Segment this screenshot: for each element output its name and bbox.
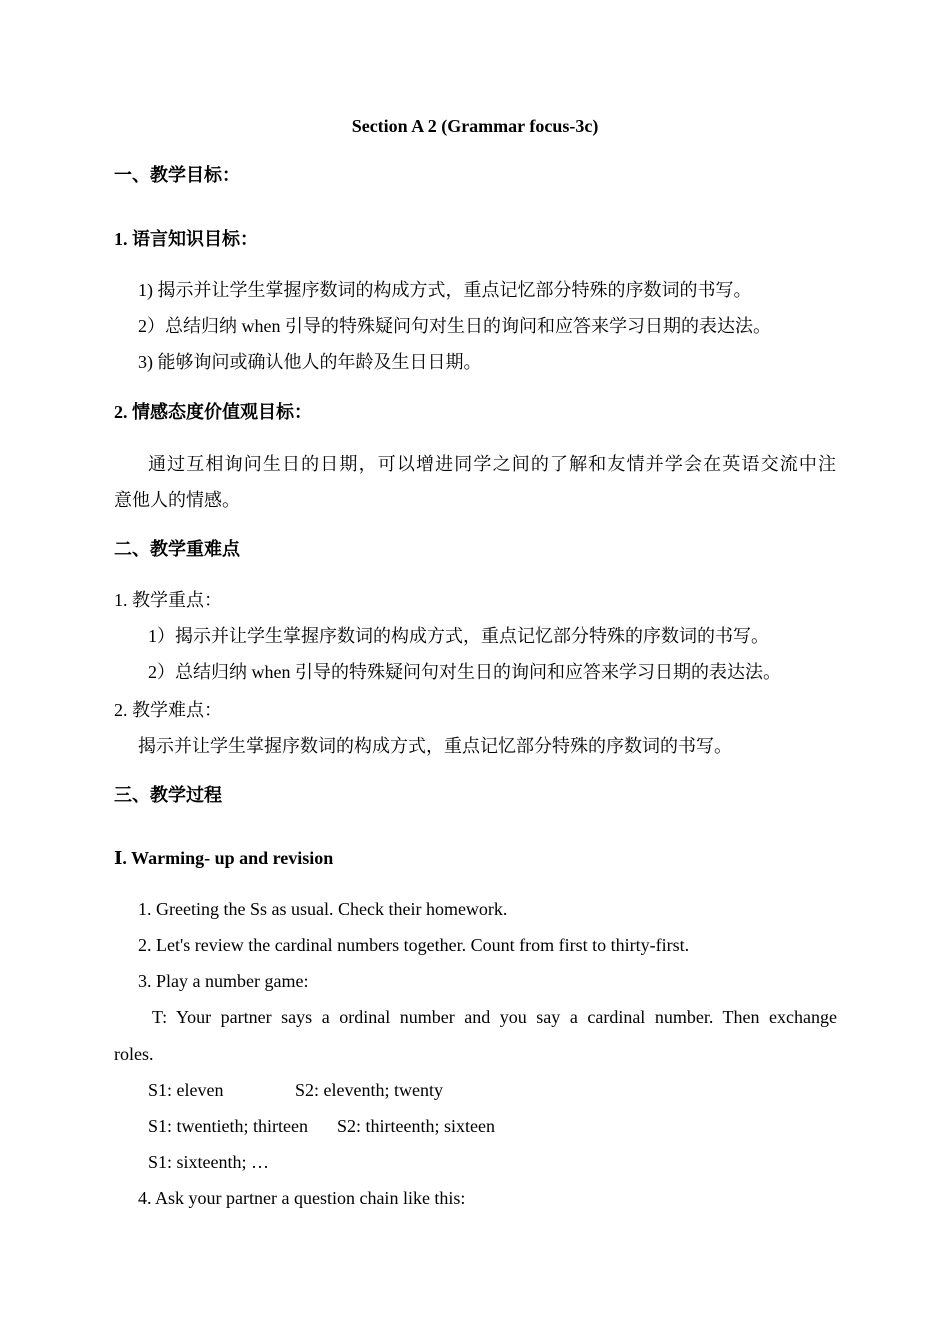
warmup-item-4: 4. Ask your partner a question chain like this:	[138, 1188, 466, 1208]
dialogue-s2: S2: thirteenth; sixteen	[337, 1116, 495, 1136]
dialogue-s1: S1: twentieth; thirteen	[148, 1116, 308, 1136]
key-point-item-2: 2）总结归纳 when 引导的特殊疑问句对生日的询问和应答来学习日期的表达法。	[148, 662, 781, 682]
emotional-paragraph-line-1: 通过互相询问生日的日期，可以增进同学之间的了解和友情并学会在英语交流中注	[148, 454, 836, 474]
dialogue-s2: S2: eleventh; twenty	[295, 1080, 443, 1100]
objective-item-3: 3) 能够询问或确认他人的年龄及生日日期。	[138, 352, 482, 372]
page-title: Section A 2 (Grammar focus-3c)	[351, 116, 599, 136]
objective-item-1: 1) 揭示并让学生掌握序数词的构成方式，重点记忆部分特殊的序数词的书写。	[138, 280, 752, 300]
key-point-item-1: 1）揭示并让学生掌握序数词的构成方式，重点记忆部分特殊的序数词的书写。	[148, 626, 769, 646]
section-heading-key-difficult-points: 二、教学重难点	[114, 539, 240, 559]
section-heading-teaching-process: 三、教学过程	[114, 785, 222, 805]
key-points-label: 1. 教学重点：	[114, 590, 222, 610]
difficult-point-item: 揭示并让学生掌握序数词的构成方式，重点记忆部分特殊的序数词的书写。	[138, 736, 732, 756]
warmup-item-2: 2. Let's review the cardinal numbers together. Count from first to thirty-first.	[138, 935, 690, 955]
dialogue-s1: S1: eleven	[148, 1080, 224, 1100]
dialogue-s1: S1: sixteenth; …	[148, 1152, 269, 1172]
section-heading-objectives: 一、教学目标：	[114, 165, 240, 185]
subheading-language-objectives: 1. 语言知识目标：	[114, 229, 258, 249]
step-heading-warming-up: Ⅰ. Warming- up and revision	[114, 848, 334, 868]
emotional-paragraph-line-2: 意他人的情感。	[114, 490, 240, 510]
difficult-points-label: 2. 教学难点：	[114, 700, 222, 720]
warmup-item-3: 3. Play a number game:	[138, 971, 309, 991]
warmup-item-1: 1. Greeting the Ss as usual. Check their homework.	[138, 899, 508, 919]
objective-item-2: 2）总结归纳 when 引导的特殊疑问句对生日的询问和应答来学习日期的表达法。	[138, 316, 771, 336]
game-instruction-line-2: roles.	[114, 1044, 154, 1064]
subheading-emotional-objectives: 2. 情感态度价值观目标：	[114, 402, 312, 422]
game-instruction-line-1: T: Your partner says a ordinal number and you say a cardinal number. Then exchange	[152, 1007, 837, 1027]
